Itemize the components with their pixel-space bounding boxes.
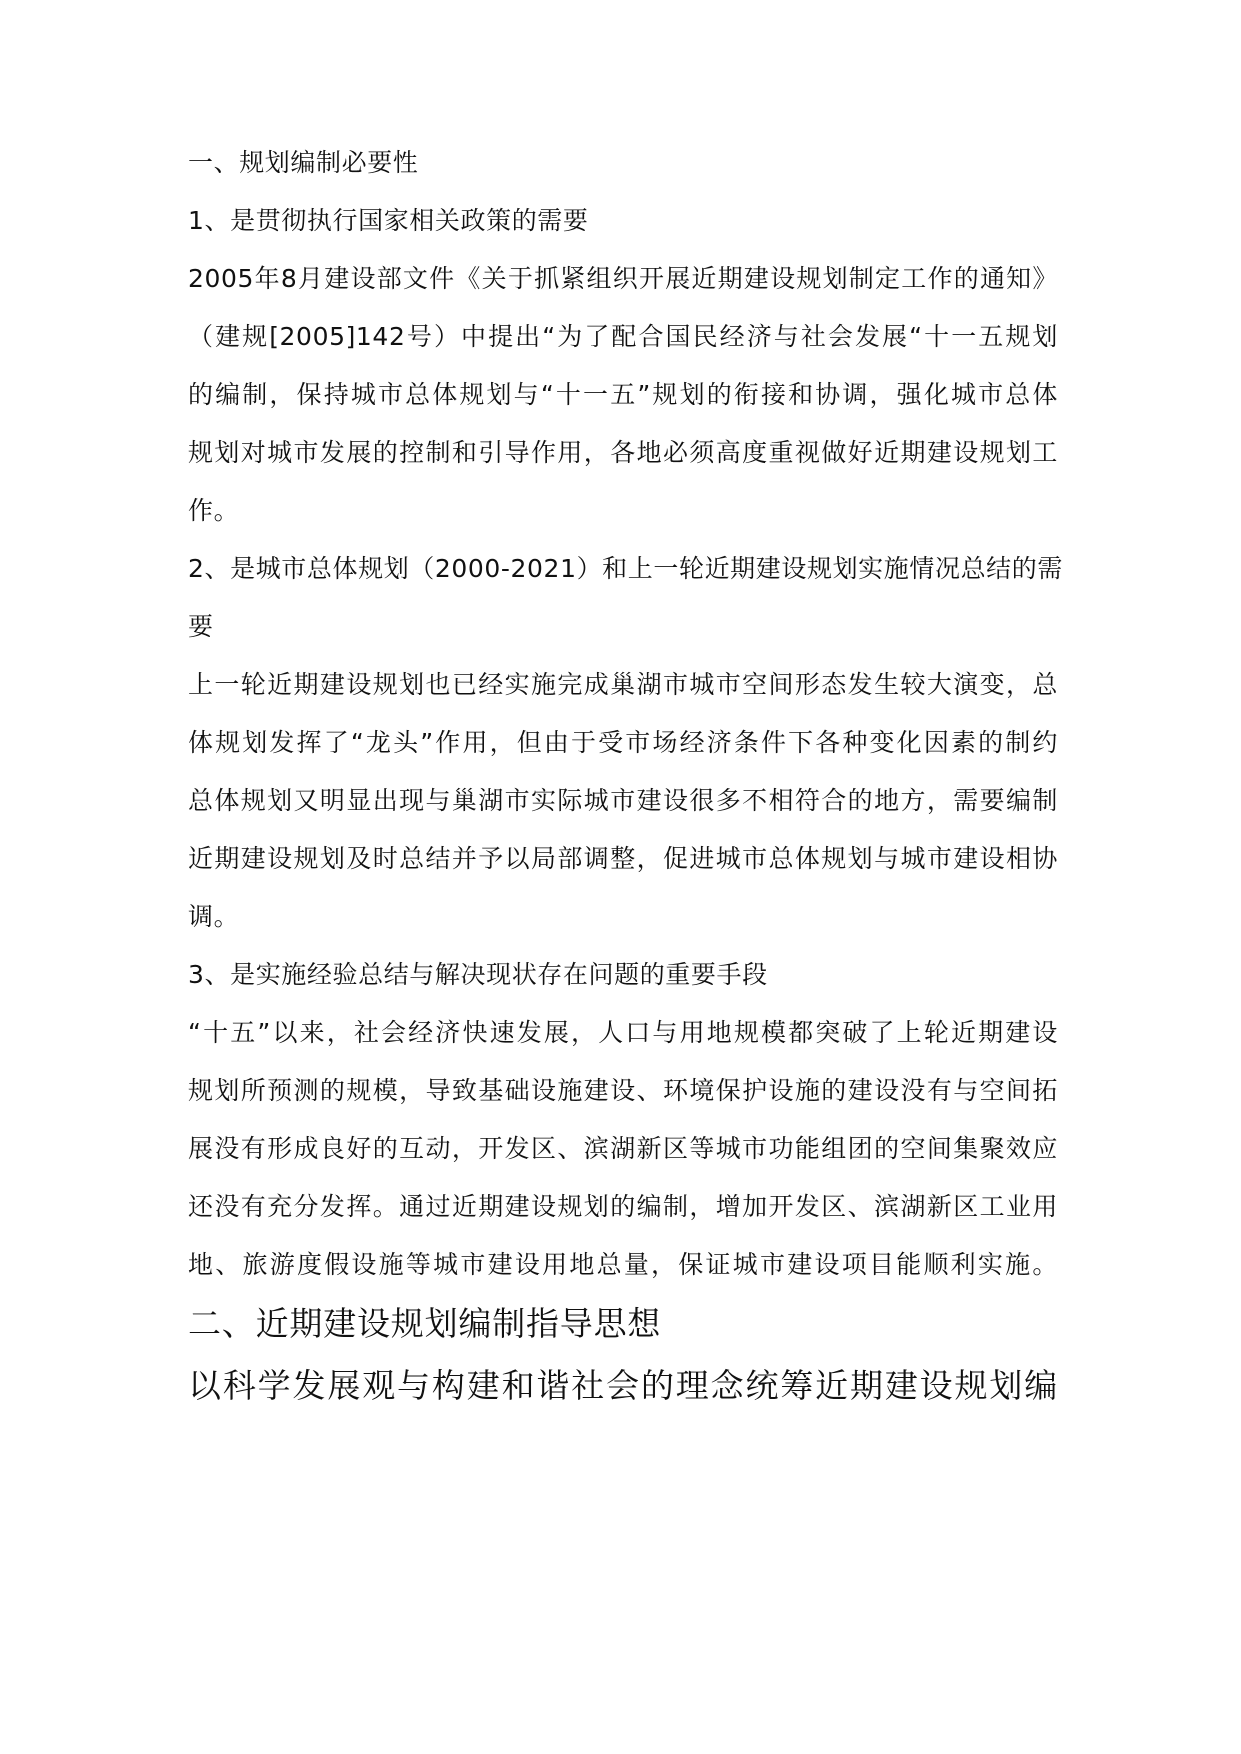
item-3-line-2: 规划所预测的规模，导致基础设施建设、环境保护设施的建设没有与空间拓 — [188, 1076, 1058, 1105]
item-3-line-4: 还没有充分发挥。通过近期建设规划的编制，增加开发区、滨湖新区工业用 — [188, 1192, 1058, 1221]
item-1-line-3: 的编制，保持城市总体规划与“十一五”规划的衔接和协调，强化城市总体 — [188, 380, 1058, 409]
item-2-line-1: 上一轮近期建设规划也已经实施完成巢湖市城市空间形态发生较大演变，总 — [188, 670, 1058, 699]
item-1-line-2: （建规[2005]142号）中提出“为了配合国民经济与社会发展“十一五规划 — [188, 322, 1058, 351]
item-3-line-5: 地、旅游度假设施等城市建设用地总量，保证城市建设项目能顺利实施。 — [188, 1250, 1058, 1279]
item-1-line-4: 规划对城市发展的控制和引导作用，各地必须高度重视做好近期建设规划工 — [188, 438, 1058, 467]
item-1-title: 1、是贯彻执行国家相关政策的需要 — [188, 206, 589, 235]
item-2-line-5: 调。 — [188, 902, 240, 931]
section-2-heading: 二、近期建设规划编制指导思想 — [188, 1304, 662, 1343]
item-1-line-1: 2005年8月建设部文件《关于抓紧组织开展近期建设规划制定工作的通知》 — [188, 264, 1058, 293]
section-2-text: 以科学发展观与构建和谐社会的理念统筹近期建设规划编 — [188, 1366, 1058, 1405]
item-2-title-cont: 要 — [188, 612, 214, 641]
item-3-line-3: 展没有形成良好的互动，开发区、滨湖新区等城市功能组团的空间集聚效应 — [188, 1134, 1058, 1163]
item-2-line-2: 体规划发挥了“龙头”作用，但由于受市场经济条件下各种变化因素的制约 — [188, 728, 1058, 757]
item-2-line-4: 近期建设规划及时总结并予以局部调整，促进城市总体规划与城市建设相协 — [188, 844, 1058, 873]
item-3-title: 3、是实施经验总结与解决现状存在问题的重要手段 — [188, 960, 768, 989]
section-1-heading: 一、规划编制必要性 — [188, 148, 419, 177]
item-3-line-1: “十五”以来，社会经济快速发展，人口与用地规模都突破了上轮近期建设 — [188, 1018, 1058, 1047]
item-1-line-5: 作。 — [188, 496, 240, 525]
item-2-line-3: 总体规划又明显出现与巢湖市实际城市建设很多不相符合的地方，需要编制 — [188, 786, 1058, 815]
item-2-title: 2、是城市总体规划（2000-2021）和上一轮近期建设规划实施情况总结的需 — [188, 554, 1063, 583]
